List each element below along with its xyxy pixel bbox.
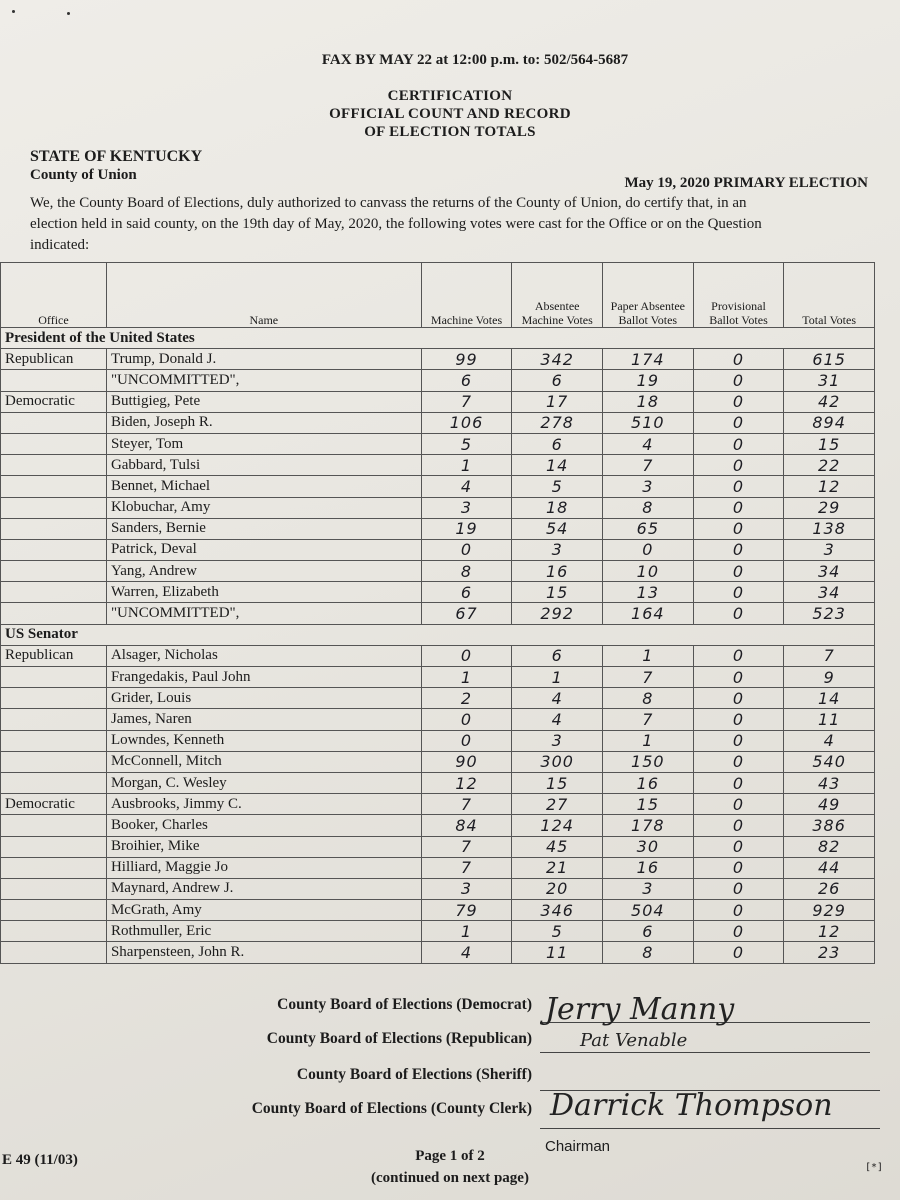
party-cell <box>1 603 107 624</box>
candidate-name: James, Naren <box>106 709 421 730</box>
title-line-3: OF ELECTION TOTALS <box>364 124 536 140</box>
provisional-votes: 0 <box>693 412 784 433</box>
candidate-row <box>1 497 875 518</box>
table-header-row <box>1 263 875 328</box>
absentee-machine-votes: 18 <box>512 497 603 518</box>
punch-hole <box>67 12 70 15</box>
party-cell <box>1 921 107 942</box>
total-votes: 49 <box>784 794 875 815</box>
absentee-machine-votes: 6 <box>512 370 603 391</box>
candidate-name: Klobuchar, Amy <box>106 497 421 518</box>
candidate-row <box>1 921 875 942</box>
machine-votes: 7 <box>421 857 512 878</box>
paper-absentee-votes: 1 <box>603 645 694 666</box>
absentee-machine-votes: 54 <box>512 518 603 539</box>
machine-votes: 19 <box>421 518 512 539</box>
provisional-votes: 0 <box>693 751 784 772</box>
paper-absentee-votes: 174 <box>603 349 694 370</box>
provisional-votes: 0 <box>693 391 784 412</box>
total-votes: 12 <box>784 476 875 497</box>
paper-absentee-votes: 510 <box>603 412 694 433</box>
candidate-name: Bennet, Michael <box>106 476 421 497</box>
paper-absentee-votes: 18 <box>603 391 694 412</box>
absentee-machine-votes: 300 <box>512 751 603 772</box>
total-votes: 15 <box>784 433 875 454</box>
machine-votes: 7 <box>421 836 512 857</box>
candidate-row <box>1 878 875 899</box>
machine-votes: 1 <box>421 455 512 476</box>
provisional-votes: 0 <box>693 497 784 518</box>
office-title: US Senator <box>1 624 875 645</box>
col-name: Name <box>106 263 421 328</box>
candidate-row <box>1 942 875 963</box>
paper-absentee-votes: 13 <box>603 582 694 603</box>
party-cell: Republican <box>1 349 107 370</box>
provisional-votes: 0 <box>693 561 784 582</box>
total-votes: 11 <box>784 709 875 730</box>
candidate-name: Gabbard, Tulsi <box>106 455 421 476</box>
machine-votes: 12 <box>421 772 512 793</box>
total-votes: 29 <box>784 497 875 518</box>
title-line-1: CERTIFICATION <box>387 88 513 104</box>
candidate-name: Sanders, Bernie <box>106 518 421 539</box>
total-votes: 42 <box>784 391 875 412</box>
intro-line: election held in said county, on the 19th day of May, 2020, the following votes were cast for the Office or on the Question <box>30 216 762 232</box>
machine-votes: 2 <box>421 688 512 709</box>
absentee-machine-votes: 45 <box>512 836 603 857</box>
party-cell <box>1 412 107 433</box>
candidate-row <box>1 667 875 688</box>
provisional-votes: 0 <box>693 349 784 370</box>
provisional-votes: 0 <box>693 518 784 539</box>
paper-absentee-votes: 7 <box>603 667 694 688</box>
party-cell <box>1 518 107 539</box>
candidate-row <box>1 370 875 391</box>
absentee-machine-votes: 1 <box>512 667 603 688</box>
absentee-machine-votes: 5 <box>512 476 603 497</box>
party-cell: Republican <box>1 645 107 666</box>
party-cell <box>1 370 107 391</box>
vote-table <box>0 262 875 964</box>
candidate-name: Warren, Elizabeth <box>106 582 421 603</box>
candidate-name: Ausbrooks, Jimmy C. <box>106 794 421 815</box>
absentee-machine-votes: 15 <box>512 582 603 603</box>
machine-votes: 3 <box>421 497 512 518</box>
col-machine: Machine Votes <box>421 263 512 328</box>
candidate-row <box>1 518 875 539</box>
machine-votes: 84 <box>421 815 512 836</box>
certification-text <box>30 193 870 256</box>
absentee-machine-votes: 4 <box>512 688 603 709</box>
candidate-name: Morgan, C. Wesley <box>106 772 421 793</box>
candidate-row <box>1 412 875 433</box>
intro-line: indicated: <box>30 237 90 253</box>
paper-absentee-votes: 3 <box>603 476 694 497</box>
party-cell <box>1 857 107 878</box>
signature-democrat: Jerry Manny <box>545 992 735 1027</box>
provisional-votes: 0 <box>693 582 784 603</box>
paper-absentee-votes: 150 <box>603 751 694 772</box>
total-votes: 44 <box>784 857 875 878</box>
party-cell <box>1 709 107 730</box>
candidate-name: Grider, Louis <box>106 688 421 709</box>
machine-votes: 1 <box>421 667 512 688</box>
fax-stamp: [*] <box>865 1162 884 1173</box>
machine-votes: 67 <box>421 603 512 624</box>
candidate-name: Alsager, Nicholas <box>106 645 421 666</box>
candidate-row <box>1 751 875 772</box>
office-section-row <box>1 328 875 349</box>
paper-absentee-votes: 8 <box>603 497 694 518</box>
candidate-name: Yang, Andrew <box>106 561 421 582</box>
provisional-votes: 0 <box>693 921 784 942</box>
candidate-name: Buttigieg, Pete <box>106 391 421 412</box>
vote-table-body <box>1 328 875 964</box>
candidate-row <box>1 730 875 751</box>
candidate-row <box>1 709 875 730</box>
party-cell: Democratic <box>1 794 107 815</box>
machine-votes: 1 <box>421 921 512 942</box>
absentee-machine-votes: 20 <box>512 878 603 899</box>
signature-line <box>540 1052 870 1053</box>
total-votes: 82 <box>784 836 875 857</box>
machine-votes: 5 <box>421 433 512 454</box>
candidate-row <box>1 455 875 476</box>
candidate-name: Booker, Charles <box>106 815 421 836</box>
paper-absentee-votes: 16 <box>603 772 694 793</box>
candidate-row <box>1 688 875 709</box>
machine-votes: 7 <box>421 391 512 412</box>
party-cell <box>1 688 107 709</box>
absentee-machine-votes: 6 <box>512 433 603 454</box>
paper-absentee-votes: 19 <box>603 370 694 391</box>
paper-absentee-votes: 15 <box>603 794 694 815</box>
candidate-row <box>1 539 875 560</box>
provisional-votes: 0 <box>693 433 784 454</box>
paper-absentee-votes: 16 <box>603 857 694 878</box>
candidate-name: McConnell, Mitch <box>106 751 421 772</box>
paper-absentee-votes: 8 <box>603 942 694 963</box>
party-cell <box>1 476 107 497</box>
punch-hole <box>12 10 15 13</box>
col-provisional: Provisional Ballot Votes <box>693 263 784 328</box>
machine-votes: 6 <box>421 370 512 391</box>
total-votes: 4 <box>784 730 875 751</box>
party-cell <box>1 878 107 899</box>
party-cell <box>1 942 107 963</box>
absentee-machine-votes: 21 <box>512 857 603 878</box>
total-votes: 523 <box>784 603 875 624</box>
provisional-votes: 0 <box>693 709 784 730</box>
total-votes: 22 <box>784 455 875 476</box>
machine-votes: 7 <box>421 794 512 815</box>
paper-absentee-votes: 65 <box>603 518 694 539</box>
machine-votes: 90 <box>421 751 512 772</box>
continued-note: (continued on next page) <box>371 1170 529 1186</box>
party-cell <box>1 772 107 793</box>
col-office: Office <box>1 263 107 328</box>
candidate-row <box>1 645 875 666</box>
total-votes: 7 <box>784 645 875 666</box>
machine-votes: 6 <box>421 582 512 603</box>
absentee-machine-votes: 342 <box>512 349 603 370</box>
candidate-name: Maynard, Andrew J. <box>106 878 421 899</box>
total-votes: 929 <box>784 900 875 921</box>
absentee-machine-votes: 3 <box>512 539 603 560</box>
candidate-row <box>1 349 875 370</box>
title-line-2: OFFICIAL COUNT AND RECORD <box>329 106 571 122</box>
paper-absentee-votes: 0 <box>603 539 694 560</box>
paper-absentee-votes: 504 <box>603 900 694 921</box>
candidate-name: McGrath, Amy <box>106 900 421 921</box>
candidate-name: Rothmuller, Eric <box>106 921 421 942</box>
chairman-label: Chairman <box>545 1138 611 1155</box>
signature-label-clerk: County Board of Elections (County Clerk) <box>251 1100 532 1117</box>
paper-absentee-votes: 7 <box>603 455 694 476</box>
fax-instruction: FAX BY MAY 22 at 12:00 p.m. to: 502/564-5687 <box>321 52 629 68</box>
provisional-votes: 0 <box>693 836 784 857</box>
provisional-votes: 0 <box>693 667 784 688</box>
provisional-votes: 0 <box>693 857 784 878</box>
total-votes: 12 <box>784 921 875 942</box>
machine-votes: 0 <box>421 645 512 666</box>
absentee-machine-votes: 14 <box>512 455 603 476</box>
absentee-machine-votes: 6 <box>512 645 603 666</box>
absentee-machine-votes: 278 <box>512 412 603 433</box>
signature-clerk: Darrick Thompson <box>550 1088 833 1123</box>
party-cell <box>1 836 107 857</box>
paper-absentee-votes: 164 <box>603 603 694 624</box>
paper-absentee-votes: 30 <box>603 836 694 857</box>
office-title: President of the United States <box>1 328 875 349</box>
absentee-machine-votes: 11 <box>512 942 603 963</box>
candidate-name: Sharpensteen, John R. <box>106 942 421 963</box>
candidate-row <box>1 794 875 815</box>
party-cell <box>1 561 107 582</box>
provisional-votes: 0 <box>693 476 784 497</box>
machine-votes: 4 <box>421 476 512 497</box>
candidate-name: "UNCOMMITTED", <box>106 370 421 391</box>
candidate-row <box>1 582 875 603</box>
candidate-row <box>1 772 875 793</box>
party-cell <box>1 539 107 560</box>
paper-absentee-votes: 178 <box>603 815 694 836</box>
total-votes: 34 <box>784 561 875 582</box>
absentee-machine-votes: 5 <box>512 921 603 942</box>
provisional-votes: 0 <box>693 370 784 391</box>
machine-votes: 79 <box>421 900 512 921</box>
col-total: Total Votes <box>784 263 875 328</box>
candidate-row <box>1 391 875 412</box>
total-votes: 894 <box>784 412 875 433</box>
machine-votes: 8 <box>421 561 512 582</box>
signature-label-democrat: County Board of Elections (Democrat) <box>277 996 532 1013</box>
party-cell: Democratic <box>1 391 107 412</box>
absentee-machine-votes: 15 <box>512 772 603 793</box>
party-cell <box>1 455 107 476</box>
signature-label-republican: County Board of Elections (Republican) <box>266 1030 532 1047</box>
provisional-votes: 0 <box>693 539 784 560</box>
county-name: County of Union <box>30 167 137 183</box>
candidate-name: Hilliard, Maggie Jo <box>106 857 421 878</box>
provisional-votes: 0 <box>693 772 784 793</box>
signature-label-sheriff: County Board of Elections (Sheriff) <box>296 1066 532 1083</box>
candidate-row <box>1 561 875 582</box>
total-votes: 34 <box>784 582 875 603</box>
machine-votes: 99 <box>421 349 512 370</box>
paper-absentee-votes: 3 <box>603 878 694 899</box>
total-votes: 14 <box>784 688 875 709</box>
total-votes: 26 <box>784 878 875 899</box>
machine-votes: 0 <box>421 730 512 751</box>
form-id: E 49 (11/03) <box>2 1152 78 1168</box>
candidate-row <box>1 836 875 857</box>
signature-republican: Pat Venable <box>580 1030 688 1051</box>
party-cell <box>1 730 107 751</box>
candidate-row <box>1 815 875 836</box>
machine-votes: 4 <box>421 942 512 963</box>
party-cell <box>1 667 107 688</box>
election-date: May 19, 2020 PRIMARY ELECTION <box>624 175 868 191</box>
total-votes: 138 <box>784 518 875 539</box>
paper-absentee-votes: 7 <box>603 709 694 730</box>
provisional-votes: 0 <box>693 878 784 899</box>
candidate-row <box>1 433 875 454</box>
total-votes: 9 <box>784 667 875 688</box>
total-votes: 615 <box>784 349 875 370</box>
party-cell <box>1 751 107 772</box>
total-votes: 540 <box>784 751 875 772</box>
paper-absentee-votes: 10 <box>603 561 694 582</box>
candidate-name: Biden, Joseph R. <box>106 412 421 433</box>
candidate-name: Frangedakis, Paul John <box>106 667 421 688</box>
total-votes: 43 <box>784 772 875 793</box>
provisional-votes: 0 <box>693 688 784 709</box>
party-cell <box>1 815 107 836</box>
provisional-votes: 0 <box>693 900 784 921</box>
total-votes: 3 <box>784 539 875 560</box>
absentee-machine-votes: 124 <box>512 815 603 836</box>
paper-absentee-votes: 1 <box>603 730 694 751</box>
provisional-votes: 0 <box>693 603 784 624</box>
candidate-name: Lowndes, Kenneth <box>106 730 421 751</box>
absentee-machine-votes: 4 <box>512 709 603 730</box>
party-cell <box>1 900 107 921</box>
intro-line: We, the County Board of Elections, duly authorized to canvass the returns of the County of Union, do certify that, in an <box>30 195 747 211</box>
candidate-name: Steyer, Tom <box>106 433 421 454</box>
provisional-votes: 0 <box>693 815 784 836</box>
party-cell <box>1 433 107 454</box>
provisional-votes: 0 <box>693 455 784 476</box>
candidate-name: "UNCOMMITTED", <box>106 603 421 624</box>
office-section-row <box>1 624 875 645</box>
provisional-votes: 0 <box>693 942 784 963</box>
machine-votes: 0 <box>421 539 512 560</box>
machine-votes: 0 <box>421 709 512 730</box>
candidate-name: Broihier, Mike <box>106 836 421 857</box>
total-votes: 23 <box>784 942 875 963</box>
col-absentee-machine: Absentee Machine Votes <box>512 263 603 328</box>
absentee-machine-votes: 346 <box>512 900 603 921</box>
candidate-row <box>1 603 875 624</box>
paper-absentee-votes: 4 <box>603 433 694 454</box>
candidate-row <box>1 900 875 921</box>
absentee-machine-votes: 292 <box>512 603 603 624</box>
state-name: STATE OF KENTUCKY <box>30 148 203 165</box>
absentee-machine-votes: 27 <box>512 794 603 815</box>
signature-line <box>540 1128 880 1129</box>
paper-absentee-votes: 8 <box>603 688 694 709</box>
candidate-row <box>1 476 875 497</box>
party-cell <box>1 497 107 518</box>
provisional-votes: 0 <box>693 645 784 666</box>
candidate-name: Patrick, Deval <box>106 539 421 560</box>
absentee-machine-votes: 17 <box>512 391 603 412</box>
page-number: Page 1 of 2 <box>415 1148 485 1164</box>
absentee-machine-votes: 3 <box>512 730 603 751</box>
party-cell <box>1 582 107 603</box>
candidate-name: Trump, Donald J. <box>106 349 421 370</box>
absentee-machine-votes: 16 <box>512 561 603 582</box>
col-paper-absentee: Paper Absentee Ballot Votes <box>603 263 694 328</box>
machine-votes: 106 <box>421 412 512 433</box>
total-votes: 31 <box>784 370 875 391</box>
provisional-votes: 0 <box>693 730 784 751</box>
paper-absentee-votes: 6 <box>603 921 694 942</box>
machine-votes: 3 <box>421 878 512 899</box>
candidate-row <box>1 857 875 878</box>
provisional-votes: 0 <box>693 794 784 815</box>
total-votes: 386 <box>784 815 875 836</box>
